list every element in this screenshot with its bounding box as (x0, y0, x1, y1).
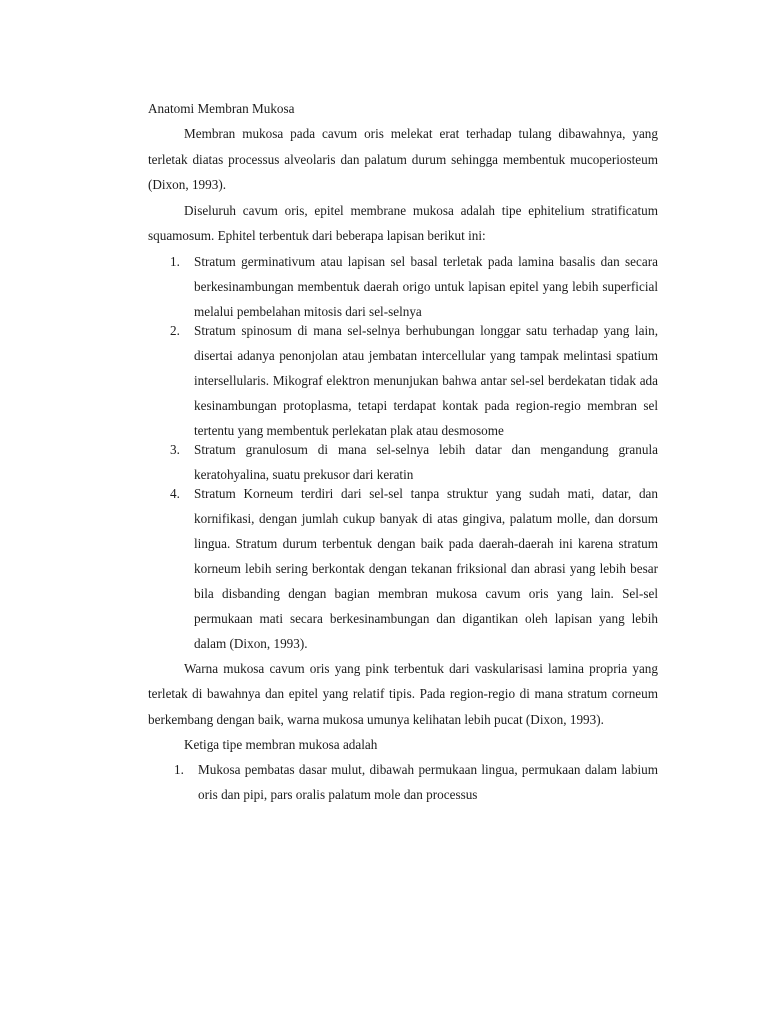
list-item-number: 1. (170, 253, 180, 269)
list-item-text: Stratum Korneum terdiri dari sel-sel tanpa struktur yang sudah mati, datar, dan kornifikasi, dengan jumlah cukup banyak di atas gingiva, palatum molle, dan dorsum lingua. Stratum durum terbentuk dengan baik pada daerah-daerah ini karena stratum korneum lebih sering berkontak dengan tekanan friksional dan abrasi yang lebih besar bila disbanding dengan bagian membran mukosa cavum oris yang lain. Sel-sel permukaan mati secara berkesinambungan dan digantikan oleh lapisan yang lebih dalam (Dixon, 1993). (194, 485, 658, 651)
list-item (148, 481, 658, 656)
document-page (148, 96, 658, 801)
list-item-text: Mukosa pembatas dasar mulut, dibawah permukaan lingua, permukaan dalam labium oris dan pipi, pars oralis palatum mole dan processus (198, 762, 658, 802)
mucosa-types-list (148, 757, 658, 807)
epithelium-layers-list (148, 249, 658, 656)
list-item-number: 4. (170, 485, 180, 501)
document-title: Anatomi Membran Mukosa (148, 101, 295, 116)
paragraph-epithelium: Diseluruh cavum oris, epitel membrane mukosa adalah tipe ephitelium stratificatum squamosum. Ephitel terbentuk dari beberapa lapisan berikut ini: (148, 202, 658, 243)
mucosa-types-heading: Ketiga tipe membran mukosa adalah (184, 737, 378, 752)
list-item (148, 318, 658, 443)
list-item (148, 437, 658, 487)
paragraph-mucoperiosteum: Membran mukosa pada cavum oris melekat erat terhadap tulang dibawahnya, yang terletak diatas processus alveolaris dan palatum durum sehingga membentuk mucoperiosteum (Dixon, 1993). (148, 126, 658, 192)
list-item-text: Stratum granulosum di mana sel-selnya lebih datar dan mengandung granula keratohyalina, suatu prekusor dari keratin (194, 441, 658, 482)
list-item (148, 249, 658, 324)
paragraph-mucosa-color: Warna mukosa cavum oris yang pink terbentuk dari vaskularisasi lamina propria yang terletak di bawahnya dan epitel yang relatif tipis. Pada region-regio di mana stratum corneum berkembang dengan baik, warna mukosa umunya kelihatan lebih pucat (Dixon, 1993). (148, 660, 658, 727)
list-item-text: Stratum spinosum di mana sel-selnya berhubungan longgar satu terhadap yang lain, disertai adanya penonjolan atau jembatan intercellular yang tampak melintasi spatium intersellularis. Mikograf elektron menunjukan bahwa antar sel-sel berdekatan tidak ada kesinambungan protoplasma, tetapi terdapat kontak pada region-regio membran sel tertentu yang membentuk perlekatan plak atau desmosome (194, 322, 658, 438)
list-item-number: 1. (174, 762, 184, 777)
list-item (148, 757, 658, 807)
list-item-number: 3. (170, 441, 180, 457)
list-item-number: 2. (170, 322, 180, 338)
list-item-text: Stratum germinativum atau lapisan sel basal terletak pada lamina basalis dan secara berkesinambungan membentuk daerah origo untuk lapisan epitel yang lebih superficial melalui pembelahan mitosis dari sel-selnya (194, 253, 658, 319)
